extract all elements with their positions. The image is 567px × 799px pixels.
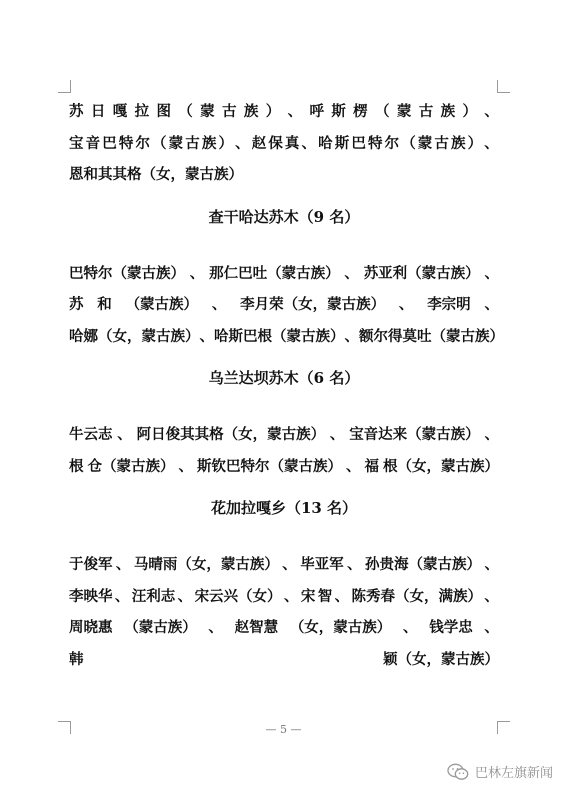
text-segment: 马晴雨（女，蒙古族） [133, 556, 279, 573]
text-segment: 、 [282, 556, 297, 573]
text-segment: 毕亚军 [300, 556, 344, 573]
text-segment: 斯 [331, 103, 346, 120]
text-segment: 苏 [69, 296, 84, 313]
text-segment: 蒙 [396, 103, 412, 120]
text-segment: （女，蒙古族） [289, 619, 392, 636]
text-segment: 巴特尔（蒙古族） [69, 264, 185, 282]
text-segment: 哈斯巴根（蒙古族） [214, 327, 345, 345]
text-line [69, 96, 499, 128]
text-segment: 、 [211, 296, 227, 313]
name-list [69, 96, 499, 191]
text-segment: 娜（女，蒙古族） [83, 327, 200, 345]
wechat-icon [447, 763, 469, 781]
text-segment: 族 [440, 103, 456, 120]
text-segment: （蒙古族） [125, 296, 199, 313]
text-segment: 赵智慧 [234, 619, 279, 636]
text-segment: 周晓惠 [69, 619, 113, 636]
text-segment: 巴 [102, 134, 117, 152]
text-segment: （ [401, 134, 416, 152]
text-segment: 保 [268, 134, 283, 152]
text-line [69, 258, 499, 290]
text-segment: 、 [208, 619, 223, 636]
text-segment: 根 [69, 457, 84, 475]
text-segment: 、 [178, 457, 193, 475]
text-segment: 赵 [251, 134, 267, 152]
text-line [69, 549, 499, 581]
text-line [69, 419, 499, 451]
section-heading: 乌兰达坝苏木（6 名） [208, 369, 360, 387]
text-segment: 、 [403, 619, 418, 636]
text-segment: 族 [451, 134, 466, 152]
text-segment: 古 [185, 134, 200, 152]
text-segment: 、 [235, 134, 250, 152]
text-segment: 斯钦巴特尔（蒙古族） [197, 457, 342, 475]
text-segment: 苏亚利（蒙古族） [363, 264, 480, 282]
text-segment: 那仁巴吐（蒙古族） [209, 264, 340, 282]
text-segment: 、 [346, 457, 361, 475]
text-line [69, 159, 499, 191]
text-segment: 呼 [309, 103, 324, 120]
text-segment: 巴 [351, 134, 366, 152]
text-segment: 宋 [300, 587, 316, 605]
text-segment: 于俊军 [69, 556, 113, 573]
text-segment: ） [467, 134, 483, 152]
text-segment: 、 [484, 426, 499, 443]
section-heading: 花加拉嘎乡（13 名） [210, 499, 358, 517]
text-segment: 钱学忠 [429, 619, 473, 636]
text-segment: 族 [243, 103, 259, 120]
text-segment: 、 [398, 296, 414, 313]
text-segment: （ [152, 134, 167, 152]
text-segment: 斯 [334, 134, 350, 152]
text-segment: 韩 [69, 650, 84, 668]
crop-mark-top-right [497, 80, 510, 93]
text-segment: 日 [90, 103, 106, 120]
text-segment: 、 [484, 619, 499, 636]
text-segment: 拉 [134, 103, 150, 120]
text-segment: 苏 [69, 103, 84, 120]
name-list [69, 419, 499, 482]
text-segment: 额尔得莫吐（蒙古族） [359, 327, 504, 345]
name-list [69, 549, 499, 675]
text-segment: 、 [114, 587, 130, 605]
text-segment: （蒙古族） [124, 619, 197, 636]
text-segment: 、 [287, 103, 303, 120]
text-segment: 李月荣（女，蒙古族） [240, 296, 386, 313]
text-segment: 、 [283, 587, 299, 605]
text-segment: 根（女，蒙古族） [383, 457, 499, 475]
text-segment: 蒙 [417, 134, 433, 152]
text-segment: ） [265, 103, 281, 120]
text-segment: 、 [199, 327, 214, 345]
text-segment: 牛云志 [69, 426, 113, 443]
text-segment: ） [462, 103, 477, 120]
text-segment: 古 [222, 103, 237, 120]
text-line [69, 321, 504, 353]
text-segment: 、 [177, 587, 193, 605]
text-segment: 特 [118, 134, 134, 152]
text-segment: 智 [317, 587, 333, 605]
text-segment: 宝 [69, 134, 84, 152]
text-segment: 、 [301, 134, 317, 152]
section-heading: 查干哈达苏木（9 名） [208, 207, 360, 226]
text-segment: 音 [85, 134, 101, 152]
text-segment: 族 [201, 134, 217, 152]
text-segment: 哈 [69, 327, 84, 345]
text-segment: 、 [344, 327, 359, 345]
text-segment: 颖（女，蒙古族） [383, 650, 499, 668]
text-segment: 、 [117, 426, 132, 443]
text-segment: 蒙 [168, 134, 184, 152]
text-segment: ） [218, 134, 233, 152]
text-segment: （ [178, 103, 193, 120]
text-segment: 、 [329, 426, 345, 443]
text-segment: 、 [484, 103, 499, 120]
text-segment: 、 [484, 556, 499, 573]
text-segment: 、 [115, 556, 131, 573]
text-segment: 、 [334, 587, 350, 605]
text-segment: 真 [284, 134, 300, 152]
text-segment: 、 [484, 587, 499, 605]
text-segment: 、 [484, 296, 499, 313]
text-segment: 孙贵海（蒙古族） [365, 556, 482, 573]
text-segment: 特 [367, 134, 383, 152]
text-line [69, 581, 499, 613]
text-line [69, 451, 499, 483]
text-segment: 尔 [384, 134, 400, 152]
text-segment: 古 [418, 103, 434, 120]
crop-mark-top-left [58, 80, 71, 93]
text-segment: 楞 [353, 103, 368, 120]
text-line [69, 644, 499, 676]
text-segment: 尔 [135, 134, 150, 152]
text-line [69, 289, 499, 321]
text-segment: 图 [156, 103, 171, 120]
text-segment: 、 [189, 264, 205, 282]
text-segment: （ [375, 103, 390, 120]
text-segment: 恩和其其格（女，蒙古族） [69, 166, 243, 183]
text-segment: 和 [97, 296, 112, 313]
text-line [69, 612, 499, 644]
name-list [69, 258, 504, 353]
text-segment: 李映华 [69, 587, 113, 605]
text-segment: 仓（蒙古族） [87, 457, 175, 475]
text-segment: 、 [347, 556, 362, 573]
text-segment: 嘎 [112, 103, 128, 120]
text-segment: 汪利志 [131, 587, 176, 605]
text-segment: 宋云兴（女） [194, 587, 282, 605]
document-body [69, 96, 504, 675]
text-segment: 宝音达来（蒙古族） [349, 426, 480, 443]
page-number: — 5 — [265, 723, 302, 736]
text-segment: 、 [344, 264, 359, 282]
text-segment: 哈 [318, 134, 333, 152]
text-segment: 陈秀春（女，满族） [351, 587, 483, 605]
watermark-text: 巴林左旗新闻 [474, 766, 553, 781]
text-segment: 、 [484, 134, 499, 152]
watermark [447, 762, 553, 781]
text-segment: 古 [434, 134, 449, 152]
text-segment: 李宗明 [427, 296, 471, 313]
text-line [69, 128, 499, 160]
text-segment: 阿日俊其其格（女，蒙古族） [136, 426, 326, 443]
text-segment: 、 [484, 264, 499, 282]
text-segment: 蒙 [200, 103, 215, 120]
text-segment: 福 [364, 457, 379, 475]
